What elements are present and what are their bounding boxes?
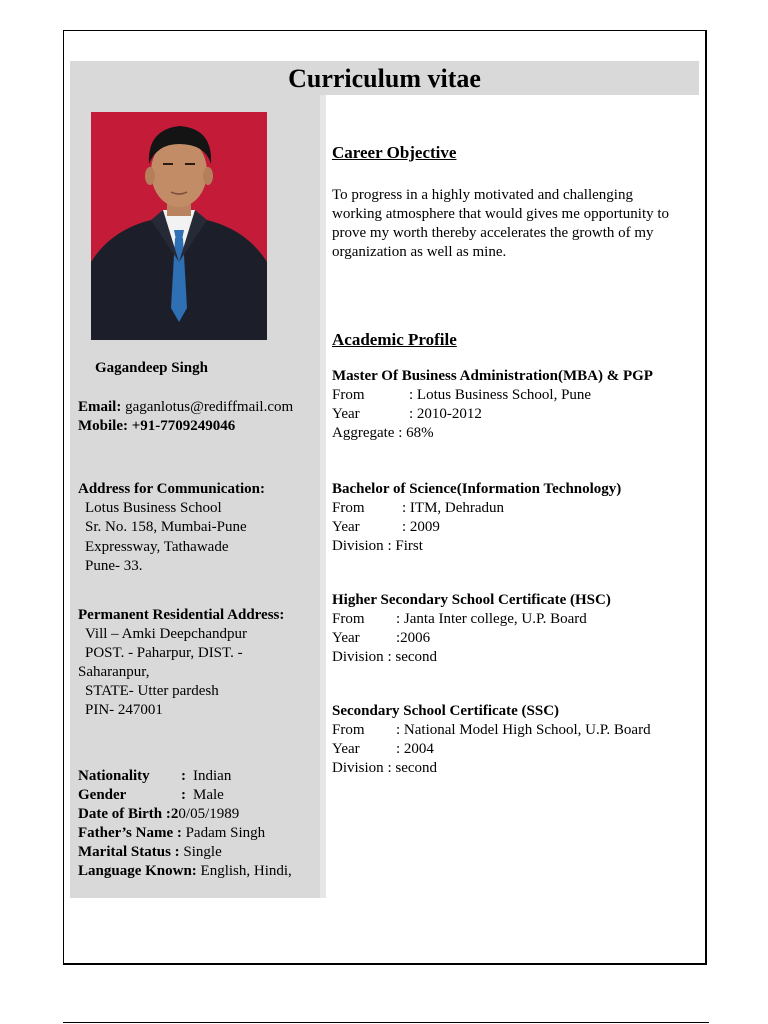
degree-title: Bachelor of Science(Information Technology) <box>332 481 622 497</box>
career-line: To progress in a highly motivated and challenging <box>332 187 633 203</box>
row-label: Aggregate <box>332 425 395 441</box>
communication-heading: Address for Communication: <box>78 481 265 497</box>
person-portrait-icon <box>91 112 267 340</box>
row-label: Division <box>332 649 384 665</box>
page-divider <box>63 1022 709 1023</box>
mobile-value: +91-7709249046 <box>131 418 236 434</box>
field-separator: : <box>181 787 186 803</box>
email-label: Email <box>78 399 117 415</box>
field-value: Male <box>193 787 224 803</box>
row-label: From <box>332 722 365 738</box>
row-value: : First <box>387 538 423 554</box>
degree-row <box>332 537 423 556</box>
row-value: : 2010-2012 <box>409 406 482 422</box>
field-label: Language Known: <box>78 863 197 879</box>
degree-row <box>332 518 440 537</box>
mobile-line <box>78 417 235 436</box>
row-label: Year <box>332 741 360 757</box>
field-label: Date of Birth : <box>78 806 171 822</box>
degree-row <box>332 740 434 759</box>
row-label: Year <box>332 519 360 535</box>
row-label: Division <box>332 760 384 776</box>
row-value: : Lotus Business School, Pune <box>409 387 592 403</box>
row-value: :2006 <box>396 630 431 646</box>
marital-status-row <box>78 843 222 862</box>
degree-row <box>332 499 505 518</box>
degree-row <box>332 386 592 405</box>
permanent-heading: Permanent Residential Address: <box>78 607 285 623</box>
career-line: prove my worth thereby accelerates the growth of my <box>332 225 654 241</box>
gender-row <box>78 786 224 805</box>
career-line: working atmosphere that would gives me opportunity to <box>332 206 670 222</box>
row-value: : ITM, Dehradun <box>402 500 505 516</box>
field-separator: 2 <box>170 806 179 822</box>
degree-row <box>332 405 482 424</box>
field-value: Padam Singh <box>185 825 266 841</box>
degree-row <box>332 610 587 629</box>
field-value: Indian <box>193 768 232 784</box>
row-label: Year <box>332 406 360 422</box>
row-label: Year <box>332 630 360 646</box>
row-value: : National Model High School, U.P. Board <box>396 722 651 738</box>
academic-heading: Academic Profile <box>332 330 457 349</box>
degree-row <box>332 424 434 443</box>
row-label: Division <box>332 538 384 554</box>
permanent-line: STATE- Utter pardesh <box>85 683 219 699</box>
degree-row <box>332 629 431 648</box>
candidate-name: Gagandeep Singh <box>95 360 208 376</box>
father-name-row <box>78 824 265 843</box>
field-label: Nationality <box>78 768 150 784</box>
email-value: gaganlotus@rediffmail.com <box>125 399 294 415</box>
field-value: English, Hindi, <box>200 863 292 879</box>
communication-line: Expressway, Tathawade <box>85 539 229 555</box>
dob-row <box>78 805 239 824</box>
communication-line: Sr. No. 158, Mumbai-Pune <box>85 519 247 535</box>
row-value: : 2004 <box>396 741 434 757</box>
profile-photo <box>91 112 267 340</box>
field-value: Single <box>183 844 222 860</box>
degree-row <box>332 648 437 667</box>
field-value: 0/05/1989 <box>178 806 240 822</box>
career-heading: Career Objective <box>332 143 457 162</box>
row-label: From <box>332 611 365 627</box>
row-value: : 68% <box>398 425 434 441</box>
communication-line: Pune- 33. <box>85 558 143 574</box>
degree-title: Higher Secondary School Certificate (HSC) <box>332 592 611 608</box>
row-value: : Janta Inter college, U.P. Board <box>396 611 587 627</box>
row-label: From <box>332 387 365 403</box>
email-line: Email: gaganlotus@rediffmail.com <box>78 399 294 415</box>
row-value: : second <box>387 760 438 776</box>
sidebar-edge <box>320 95 326 898</box>
nationality-row <box>78 767 232 786</box>
language-row <box>78 862 292 881</box>
row-value: : 2009 <box>402 519 440 535</box>
mobile-label: Mobile: <box>78 418 128 434</box>
row-label: From <box>332 500 365 516</box>
degree-row <box>332 721 651 740</box>
document-title: Curriculum vitae <box>70 61 699 95</box>
permanent-line: Saharanpur, <box>78 664 150 680</box>
field-label: Gender <box>78 787 127 803</box>
permanent-line: PIN- 247001 <box>85 702 163 718</box>
field-separator: : <box>181 768 186 784</box>
field-label: Marital Status : <box>78 844 180 860</box>
career-line: organization as well as mine. <box>332 244 507 260</box>
permanent-line: POST. - Paharpur, DIST. - <box>85 645 243 661</box>
degree-title: Secondary School Certificate (SSC) <box>332 703 560 719</box>
field-label: Father’s Name : <box>78 825 182 841</box>
degree-row <box>332 759 437 778</box>
degree-title: Master Of Business Administration(MBA) & PGP <box>332 368 653 384</box>
permanent-line: Vill – Amki Deepchandpur <box>85 626 247 642</box>
row-value: : second <box>387 649 438 665</box>
communication-line: Lotus Business School <box>85 500 222 516</box>
